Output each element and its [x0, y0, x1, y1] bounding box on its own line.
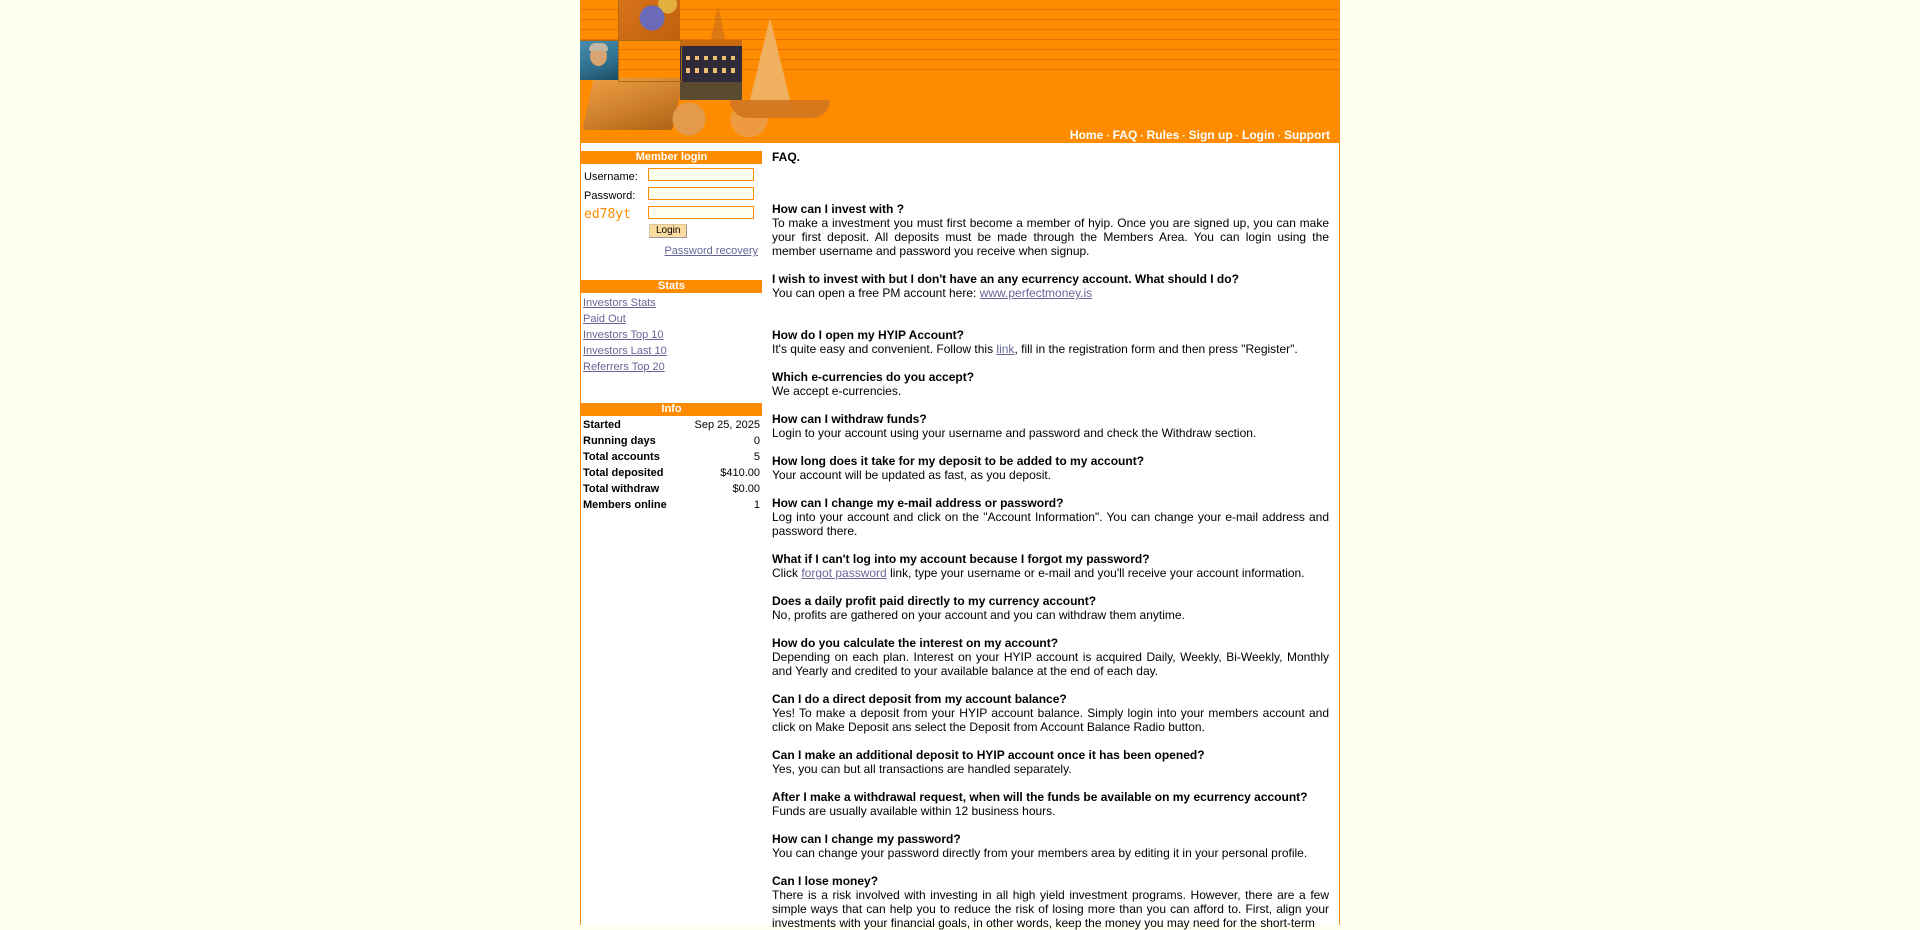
frame-line	[580, 0, 619, 41]
captcha-image: ed78yt	[584, 207, 631, 222]
faq-question: Can I make an additional deposit to HYIP account once it has been opened?	[772, 748, 1205, 762]
forgot-password-link[interactable]: forgot password	[801, 566, 887, 580]
boat-hull-image	[730, 100, 830, 118]
faq-question: Can I lose money?	[772, 874, 879, 888]
faq-question: Can I do a direct deposit from my account balance?	[772, 692, 1067, 706]
nav-rules[interactable]: Rules	[1146, 128, 1180, 142]
faq-answer: There is a risk involved with investing in all high yield investment programs. However, there are a few simple ways that can help you to reduce the risk of losing more than you can afford to. First, align your investments with your financial goals, in other words, keep the money you may need for the short-term	[772, 888, 1329, 930]
faq-item	[772, 272, 1329, 300]
info-title: Info	[581, 403, 762, 416]
main-content	[762, 143, 1340, 930]
stats-box	[581, 280, 762, 377]
captcha-row	[583, 205, 760, 224]
username-input[interactable]	[648, 168, 754, 181]
info-key: Started	[583, 419, 621, 431]
nav-support[interactable]: Support	[1284, 128, 1330, 142]
info-key: Members online	[583, 499, 667, 511]
password-input[interactable]	[648, 187, 754, 200]
page-body	[580, 143, 1340, 930]
faq-question: How can I invest with ?	[772, 202, 905, 216]
faq-question: I wish to invest with but I don't have an any ecurrency account. What should I do?	[772, 272, 1239, 286]
sailboat-image	[748, 18, 792, 108]
referrers-top-20-link[interactable]: Referrers Top 20	[583, 361, 665, 373]
stats-title: Stats	[581, 280, 762, 293]
nav-separator: ·	[1235, 131, 1239, 142]
faq-answer: Funds are usually available within 12 business hours.	[772, 804, 1056, 818]
answer-text: link, type your username or e-mail and you'll receive your account information.	[886, 566, 1305, 580]
faq-answer: Depending on each plan. Interest on your HYIP account is acquired Daily, Weekly, Bi-Weekly, Monthly and Yearly and credited to your available balance at the end of each day.	[772, 650, 1329, 678]
faq-section	[762, 143, 1339, 930]
site-header	[580, 0, 1340, 143]
faq-answer: Yes! To make a deposit from your HYIP account balance. Simply login into your members account and click on Make Deposit ans select the Deposit from Account Balance Radio button.	[772, 706, 1329, 734]
faq-item	[772, 370, 1329, 398]
page-wrapper	[580, 0, 1340, 930]
answer-text: You can open a free PM account here:	[772, 286, 980, 300]
faq-answer: We accept e-currencies.	[772, 384, 902, 398]
login-button[interactable]: Login	[649, 224, 687, 238]
info-table	[581, 417, 762, 513]
faq-item	[772, 790, 1329, 818]
info-row	[581, 433, 762, 449]
faq-item	[772, 692, 1329, 734]
info-value: $410.00	[720, 467, 760, 479]
faq-answer: Login to your account using your username and password and check the Withdraw section.	[772, 426, 1257, 440]
faq-answer: You can change your password directly from your members area by editing it in your personal profile.	[772, 846, 1308, 860]
faq-item	[772, 832, 1329, 860]
faq-answer	[772, 342, 1329, 356]
info-row	[581, 449, 762, 465]
faq-question: How long does it take for my deposit to be added to my account?	[772, 454, 1145, 468]
faq-item	[772, 552, 1329, 580]
info-row	[581, 465, 762, 481]
username-label: Username:	[584, 171, 638, 183]
faq-item	[772, 412, 1329, 440]
faq-item	[772, 594, 1329, 622]
password-row	[583, 186, 760, 205]
house-image	[680, 40, 742, 100]
faq-answer	[772, 566, 1329, 580]
investors-last-10-link[interactable]: Investors Last 10	[583, 345, 667, 357]
info-row	[581, 481, 762, 497]
faq-question: How can I withdraw funds?	[772, 412, 927, 426]
password-label: Password:	[584, 190, 636, 202]
faq-answer: No, profits are gathered on your account and you can withdraw them anytime.	[772, 608, 1185, 622]
nav-separator: ·	[1140, 131, 1144, 142]
nav-signup[interactable]: Sign up	[1188, 128, 1233, 142]
faq-question: Which e-currencies do you accept?	[772, 370, 975, 384]
info-key: Total deposited	[583, 467, 664, 479]
person-photo	[580, 40, 618, 80]
info-value: 5	[753, 451, 760, 463]
info-row	[581, 497, 762, 513]
info-box	[581, 403, 762, 513]
left-sidebar	[580, 143, 763, 925]
nav-faq[interactable]: FAQ	[1112, 128, 1138, 142]
info-row	[581, 417, 762, 433]
investors-stats-link[interactable]: Investors Stats	[583, 297, 656, 309]
faq-question: How do you calculate the interest on my account?	[772, 636, 1059, 650]
paid-out-link[interactable]: Paid Out	[583, 313, 626, 325]
nav-separator: ·	[1277, 131, 1281, 142]
nav-separator: ·	[1182, 131, 1186, 142]
faq-question: What if I can't log into my account because I forgot my password?	[772, 552, 1150, 566]
faq-question: How do I open my HYIP Account?	[772, 328, 965, 342]
login-form	[581, 164, 762, 257]
top-navigation	[1070, 128, 1330, 142]
answer-text: It's quite easy and convenient. Follow this	[772, 342, 997, 356]
flowers-image	[618, 0, 680, 40]
faq-question: Does a daily profit paid directly to my currency account?	[772, 594, 1097, 608]
nav-separator: ·	[1106, 131, 1110, 142]
faq-answer: To make a investment you must first become a member of hyip. Once you are signed up, you can make your first deposit. All deposits must be made through the Members Area. You can login using the member username and password you receive when signup.	[772, 216, 1329, 258]
faq-item	[772, 874, 1329, 930]
page-title: FAQ.	[772, 150, 801, 164]
faq-answer: Your account will be updated as fast, as you deposit.	[772, 468, 1052, 482]
faq-question: After I make a withdrawal request, when will the funds be available on my ecurrency account?	[772, 790, 1308, 804]
faq-answer	[772, 286, 1329, 300]
faq-answer: Yes, you can but all transactions are handled separately.	[772, 762, 1072, 776]
info-key: Total accounts	[583, 451, 660, 463]
faq-answer: Log into your account and click on the "Account Information". You can change your e-mail address and password there.	[772, 510, 1329, 538]
faq-item	[772, 748, 1329, 776]
login-button-row	[583, 224, 760, 243]
faq-item	[772, 454, 1329, 482]
answer-text: Click	[772, 566, 802, 580]
captcha-input[interactable]	[648, 206, 754, 219]
password-recovery-link[interactable]: Password recovery	[664, 245, 758, 257]
password-recovery-row	[583, 245, 760, 257]
faq-question: How can I change my password?	[772, 832, 961, 846]
info-key: Total withdraw	[583, 483, 660, 495]
header-banner-image	[580, 0, 840, 143]
registration-link[interactable]: link	[996, 342, 1015, 356]
info-value: 0	[753, 435, 760, 447]
investors-top-10-link[interactable]: Investors Top 10	[583, 329, 664, 341]
faq-item	[772, 636, 1329, 678]
username-row	[583, 167, 760, 186]
member-login-box	[581, 151, 762, 257]
nav-home[interactable]: Home	[1069, 128, 1104, 142]
faq-item	[772, 328, 1329, 356]
perfectmoney-link[interactable]: www.perfectmoney.is	[979, 286, 1093, 300]
faq-item	[772, 496, 1329, 538]
member-login-title: Member login	[581, 151, 762, 164]
info-value: $0.00	[732, 483, 760, 495]
info-value: 1	[753, 499, 760, 511]
frame-line	[618, 40, 682, 82]
info-value: Sep 25, 2025	[694, 419, 760, 431]
stats-links	[581, 293, 762, 377]
info-key: Running days	[583, 435, 656, 447]
nav-login[interactable]: Login	[1242, 128, 1275, 142]
faq-question: How can I change my e-mail address or password?	[772, 496, 1064, 510]
answer-text: , fill in the registration form and then press "Register".	[1014, 342, 1298, 356]
faq-item	[772, 202, 1329, 258]
